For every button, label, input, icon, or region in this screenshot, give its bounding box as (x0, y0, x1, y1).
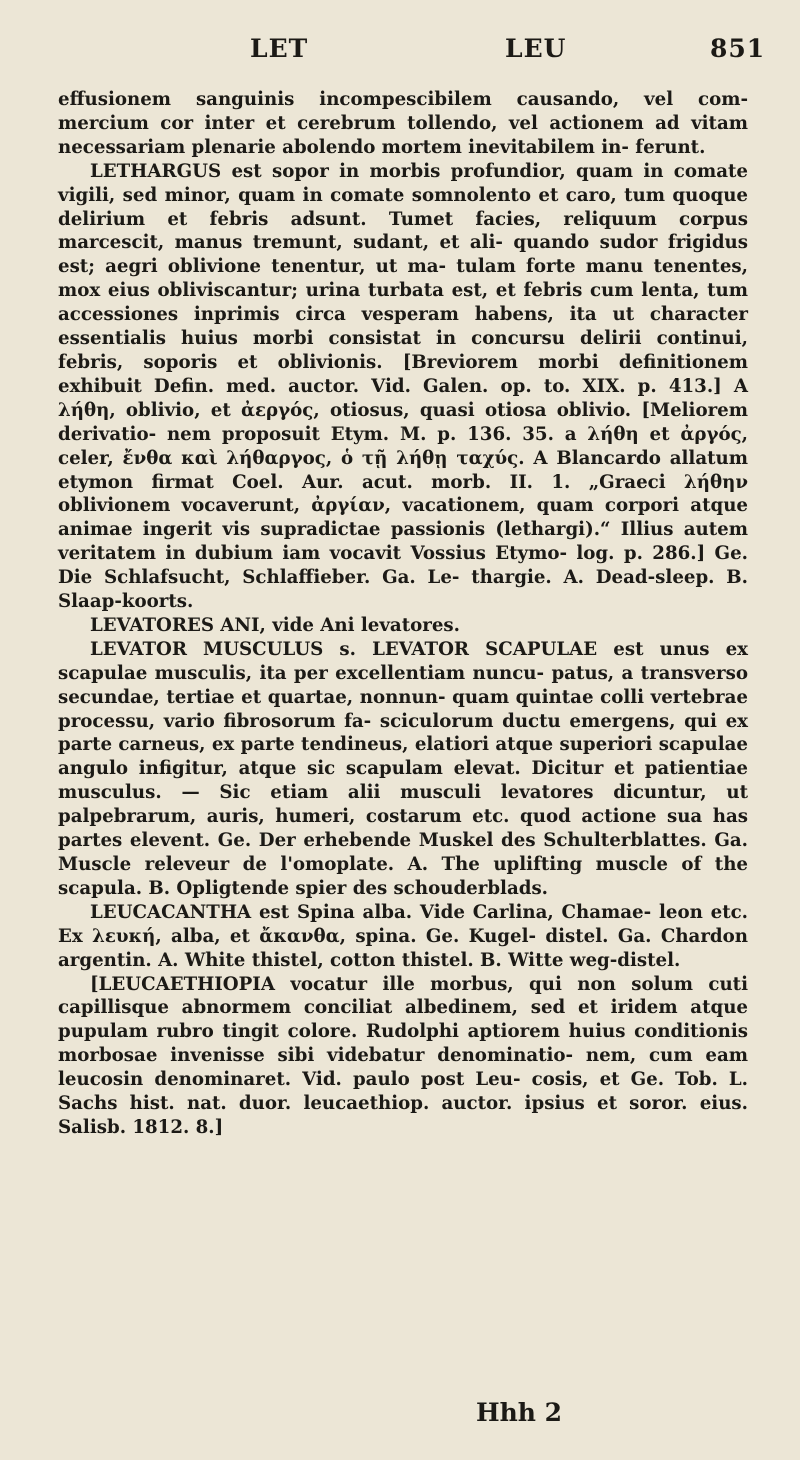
entry-leucaethiopia: [LEUCAETHIOPIA vocatur ille morbus, qui non solum cuti capillisque abnormem conciliat albedinem, sed et iridem atque pupulam rubro tingit colore. Rudolphi aptiorem huius conditionis morbosae invenisse sibi videbatur denominatio- nem, cum eam leucosin denominaret. Vid. paulo post Leu- cosis, et Ge. Tob. L. Sachs hist. nat. duor. leucaethiop. auctor. ipsius et soror. eius. Salisb. 1812. 8.] (58, 973, 748, 1138)
entry-leucacantha: LEUCACANTHA est Spina alba. Vide Carlina, Chamae- leon etc. Ex λευκή, alba, et ἄκανθα, spina. Ge. Kugel- distel. Ga. Chardon argentin. A. White thistel, cotton thistel. B. Witte weg-distel. (58, 901, 748, 971)
signature-mark: Hhh 2 (476, 1398, 563, 1427)
entry-levator-musculus: LEVATOR MUSCULUS s. LEVATOR SCAPULAE est unus ex scapulae musculis, ita per excellentiam nuncu- patus, a transverso secundae, tertiae et quartae, nonnun- quam quintae colli vertebrae processu, vario fibrosorum fa- sciculorum ductu emergens, qui ex parte carneus, ex parte tendineus, elatiori atque superiori scapulae angulo infigitur, atque sic scapulam elevat. Dicitur et patientiae musculus. — Sic etiam alii musculi levatores dicuntur, ut palpebrarum, auris, humeri, costarum etc. quod actione sua has partes elevent. Ge. Der erhebende Muskel des Schulterblattes. Ga. Muscle releveur de l'omoplate. A. The uplifting muscle of the scapula. B. Opligtende spier des schouderblads. (58, 638, 748, 899)
header-center-word: LEU (505, 34, 567, 63)
entry-lethargus: LETHARGUS est sopor in morbis profundior, quam in comate vigili, sed minor, quam in comate somnolento et caro, tum quoque delirium et febris adsunt. Tumet facies, reliquum corpus marcescit, manus tremunt, sudant, et ali- quando sudor frigidus est; aegri oblivione tenentur, ut ma- tulam forte manu tenentes, mox eius obliviscantur; urina turbata est, et febris cum lenta, tum accessiones inprimis circa vesperam habens, ita ut character essentialis huius morbi consistat in concursu delirii continui, febris, soporis et oblivionis. [Breviorem morbi definitionem exhibuit Defin. med. auctor. Vid. Galen. op. to. XIX. p. 413.] A λήθη, oblivio, et ἀεργός, otiosus, quasi otiosa oblivio. [Meliorem derivatio- nem proposuit Etym. M. p. 136. 35. a λήθη et ἀργός, celer, ἔνθα καὶ λήθαργος, ὁ τῇ λήθῃ ταχύς. A Blancardo allatum etymon firmat Coel. Aur. acut. morb. II. 1. „Graeci λήθην oblivionem vocaverunt, ἀργίαν, vacationem, quam corpori atque animae ingerit vis supradictae passionis (lethargi).“ Illius autem veritatem in dubium iam vocavit Vossius Etymo- log. p. 286.] Ge. Die Schlafsucht, Schlaffieber. Ga. Le- thargie. A. Dead-sleep. B. Slaap-koorts. (58, 160, 748, 613)
page-number: 851 (710, 34, 766, 63)
header-left-word: LET (250, 34, 309, 63)
paragraph-continuation: effusionem sanguinis incompescibilem causando, vel com- mercium cor inter et cerebrum tollendo, vel actionem ad vitam necessariam plenarie abolendo mortem inevitabilem in- ferunt. (58, 89, 748, 158)
running-header (0, 34, 800, 70)
entry-levatores-ani: LEVATORES ANI, vide Ani levatores. (90, 614, 460, 636)
dictionary-body (58, 88, 748, 1140)
